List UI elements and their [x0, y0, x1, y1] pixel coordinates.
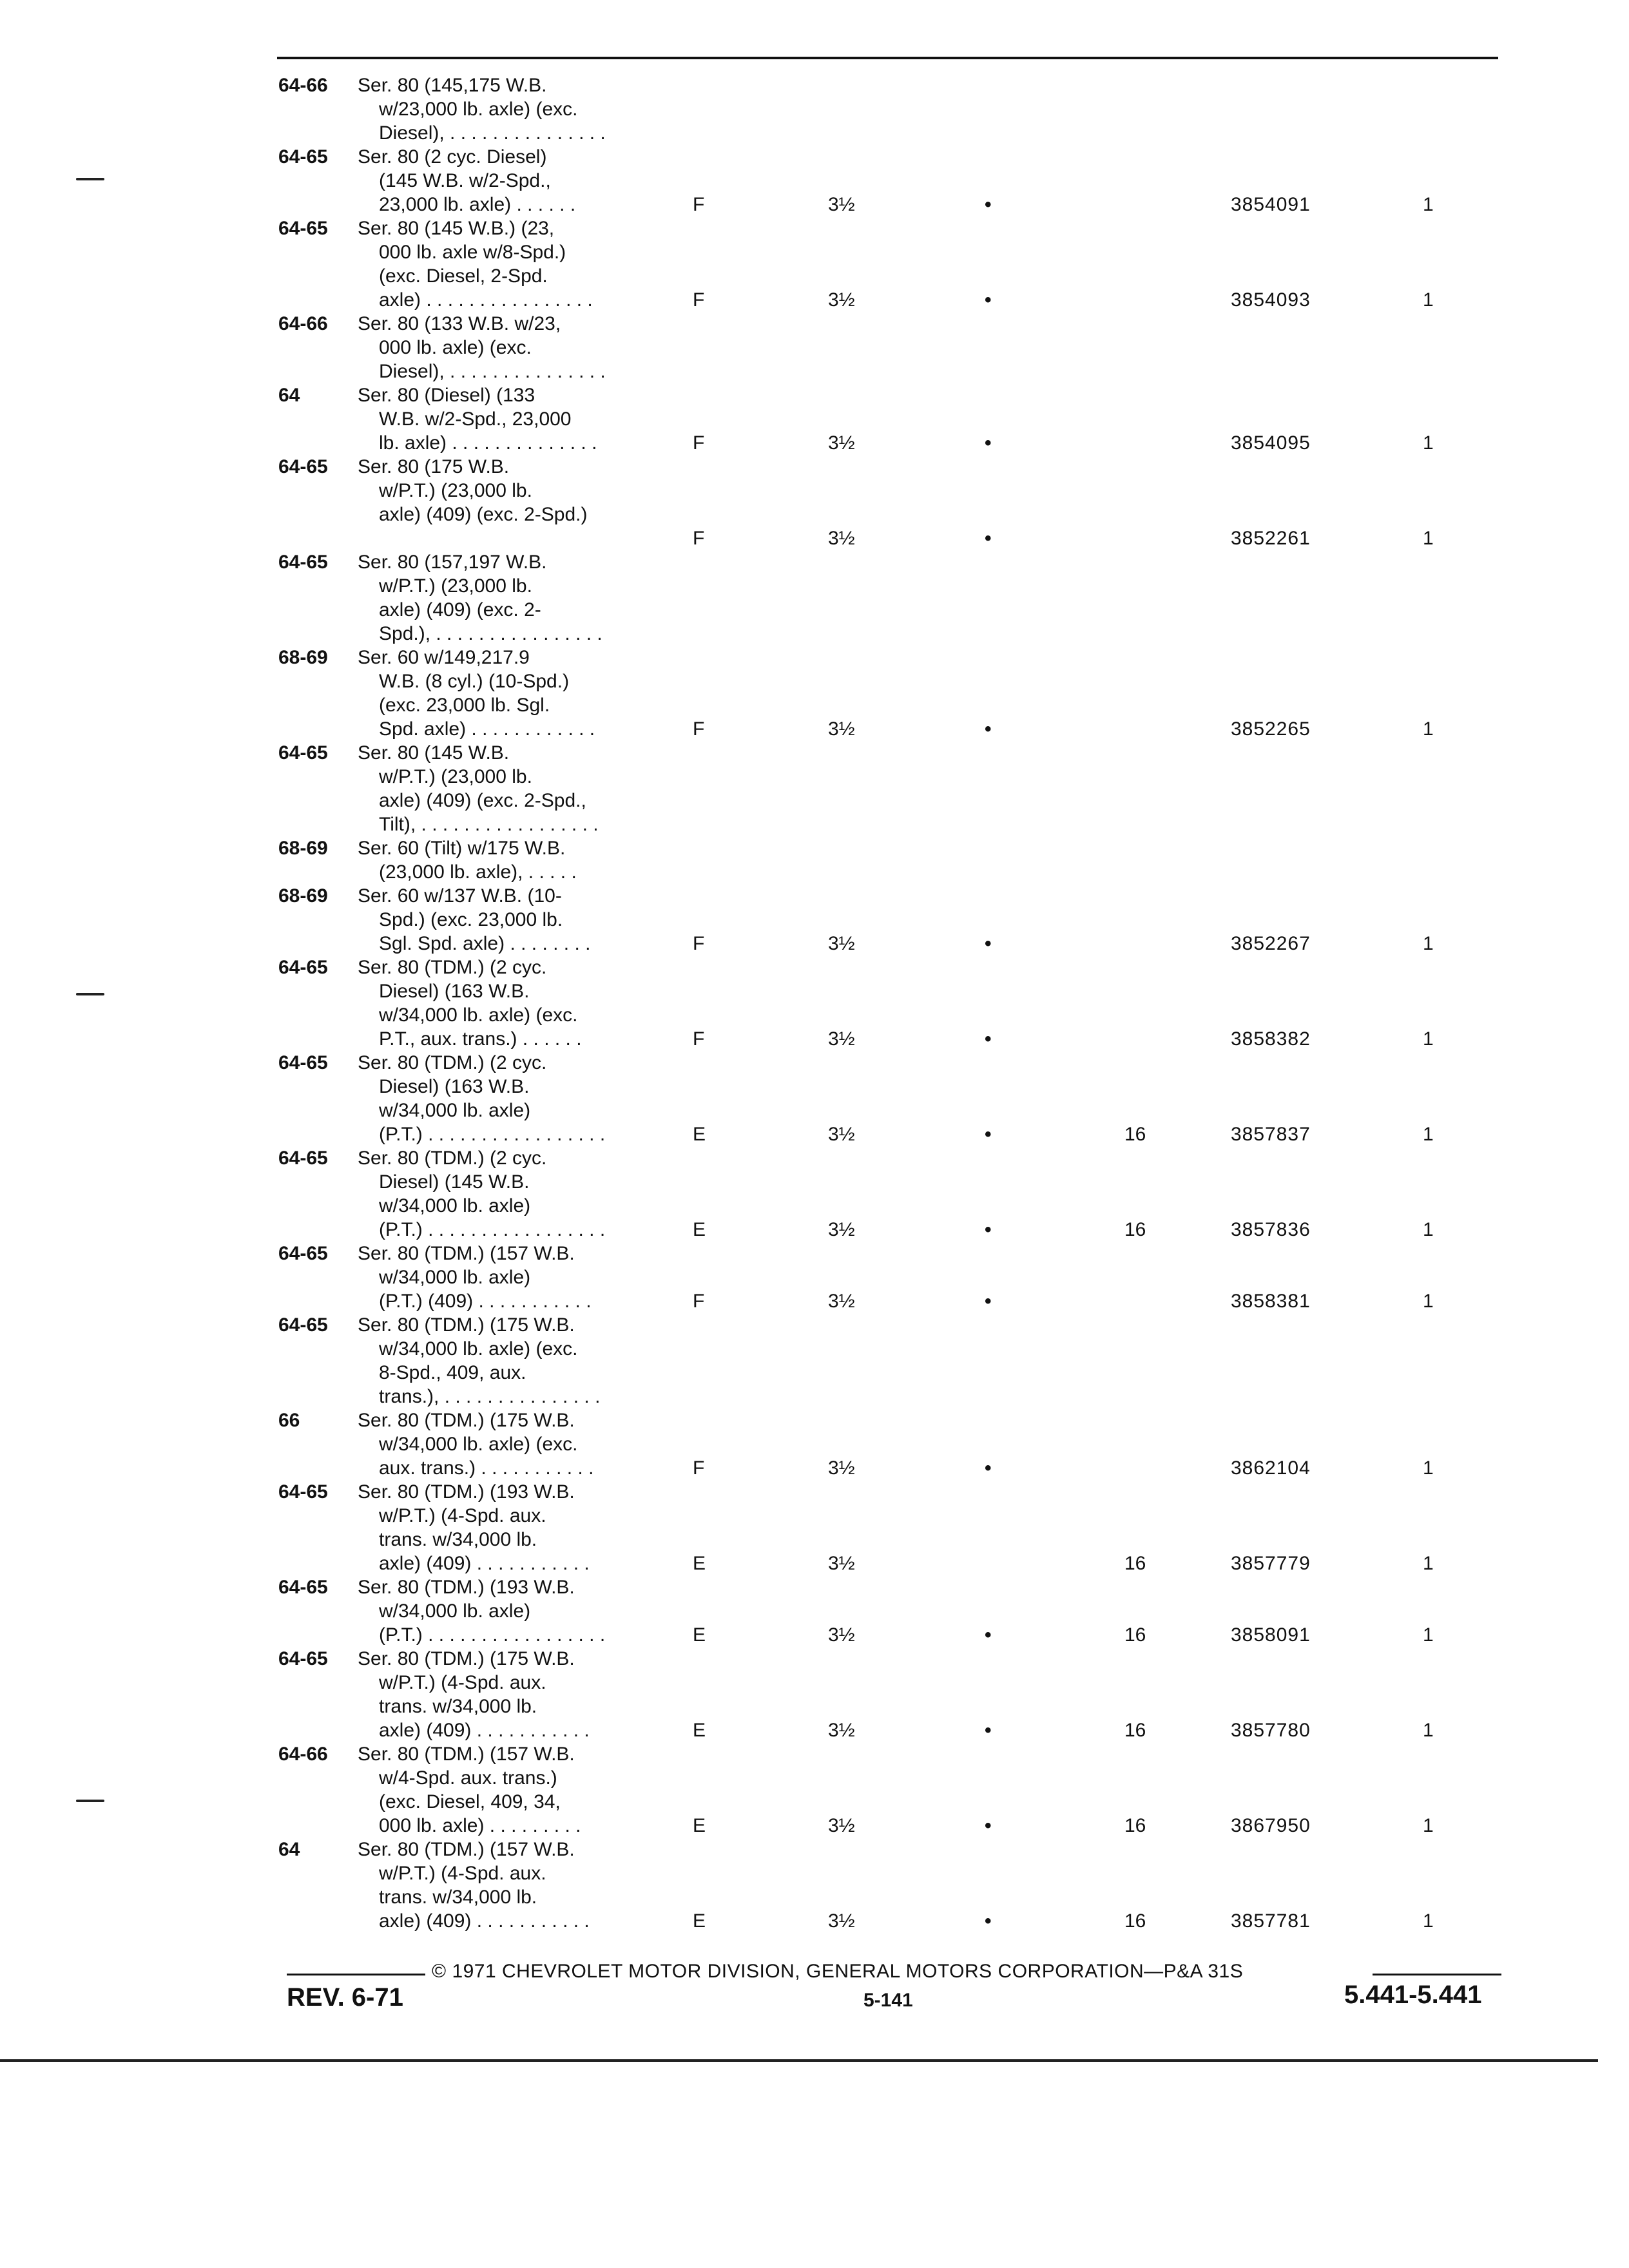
description-line: Ser. 80 (TDM.) (193 W.B.	[358, 1481, 575, 1503]
description-line: Ser. 80 (145,175 W.B.	[358, 75, 547, 96]
type-code: F	[693, 528, 705, 549]
application-description	[358, 455, 635, 550]
model-years: 64-65	[278, 1314, 328, 1336]
type-code: F	[693, 718, 705, 740]
description-line: Diesel), . . . . . . . . . . . . . . .	[379, 122, 606, 144]
description-line: Diesel) (163 W.B.	[379, 981, 530, 1002]
size-value: 3½	[828, 1291, 855, 1312]
description-line: (P.T.) (409) . . . . . . . . . . .	[379, 1291, 592, 1312]
quantity: 1	[1423, 1124, 1434, 1145]
description-line: Ser. 80 (TDM.) (2 cyc.	[358, 957, 547, 978]
description-line: Diesel) (163 W.B.	[379, 1076, 530, 1097]
description-line: Ser. 80 (157,197 W.B.	[358, 552, 547, 573]
description-line: (145 W.B. w/2-Spd.,	[379, 170, 551, 191]
application-description	[358, 646, 635, 741]
bullet-mark: •	[985, 432, 992, 454]
part-number: 3858381	[1231, 1291, 1311, 1312]
application-description	[358, 1051, 635, 1146]
top-rule	[277, 57, 1498, 59]
size-value: 3½	[828, 1553, 855, 1574]
description-line: Ser. 80 (TDM.) (157 W.B.	[358, 1744, 575, 1765]
bullet-mark: •	[985, 933, 992, 954]
quantity: 1	[1423, 289, 1434, 311]
quantity-number: 16	[1124, 1124, 1146, 1145]
bullet-mark: •	[985, 289, 992, 311]
description-line: (P.T.) . . . . . . . . . . . . . . . . .	[379, 1624, 606, 1646]
model-years: 64-66	[278, 1744, 328, 1765]
quantity: 1	[1423, 1815, 1434, 1836]
bottom-rule	[0, 2059, 1598, 2062]
description-line: (exc. 23,000 lb. Sgl.	[379, 695, 550, 716]
model-years: 64	[278, 1839, 300, 1860]
type-code: F	[693, 1028, 705, 1050]
application-description	[358, 312, 635, 383]
bullet-mark: •	[985, 1457, 992, 1479]
description-line: Spd.) (exc. 23,000 lb.	[379, 909, 563, 930]
description-line: w/34,000 lb. axle) (exc.	[379, 1434, 578, 1455]
model-years: 68-69	[278, 838, 328, 859]
description-line: Ser. 60 w/149,217.9	[358, 647, 530, 668]
type-code: E	[693, 1815, 706, 1836]
description-line: axle) (409) . . . . . . . . . . .	[379, 1720, 590, 1741]
quantity-number: 16	[1124, 1553, 1146, 1574]
quantity: 1	[1423, 432, 1434, 454]
application-description	[358, 1313, 635, 1408]
description-line: axle) (409) . . . . . . . . . . .	[379, 1910, 590, 1932]
part-number: 3852267	[1231, 933, 1311, 954]
size-value: 3½	[828, 289, 855, 311]
description-line: Ser. 80 (TDM.) (157 W.B.	[358, 1839, 575, 1860]
description-line: (P.T.) . . . . . . . . . . . . . . . . .	[379, 1219, 606, 1240]
description-line: Tilt), . . . . . . . . . . . . . . . . .	[379, 814, 599, 835]
model-years: 64	[278, 385, 300, 406]
description-line: Ser. 80 (TDM.) (193 W.B.	[358, 1577, 575, 1598]
application-description	[358, 1838, 635, 1933]
type-code: F	[693, 1457, 705, 1479]
quantity: 1	[1423, 1910, 1434, 1932]
description-line: (23,000 lb. axle), . . . . .	[379, 861, 577, 883]
description-line	[358, 526, 635, 550]
type-code: F	[693, 933, 705, 954]
footer-copyright: © 1971 CHEVROLET MOTOR DIVISION, GENERAL MOTORS CORPORATION—P&A 31S	[432, 1961, 1244, 1982]
model-years: 64-65	[278, 146, 328, 168]
part-number: 3858382	[1231, 1028, 1311, 1050]
margin-mark	[76, 178, 104, 180]
application-description	[358, 741, 635, 836]
description-line: Sgl. Spd. axle) . . . . . . . .	[379, 933, 591, 954]
part-number: 3854091	[1231, 194, 1311, 215]
part-number: 3862104	[1231, 1457, 1311, 1479]
part-number: 3857779	[1231, 1553, 1311, 1574]
description-line: w/23,000 lb. axle) (exc.	[379, 99, 578, 120]
part-number: 3858091	[1231, 1624, 1311, 1646]
description-line: 000 lb. axle) . . . . . . . . .	[379, 1815, 581, 1836]
description-line: Ser. 80 (TDM.) (2 cyc.	[358, 1052, 547, 1073]
size-value: 3½	[828, 528, 855, 549]
application-description	[358, 1242, 635, 1313]
description-line: Ser. 80 (TDM.) (175 W.B.	[358, 1648, 575, 1669]
type-code: F	[693, 432, 705, 454]
part-number: 3857836	[1231, 1219, 1311, 1240]
model-years: 64-65	[278, 957, 328, 978]
bullet-mark: •	[985, 1720, 992, 1741]
part-number: 3857837	[1231, 1124, 1311, 1145]
quantity: 1	[1423, 1553, 1434, 1574]
quantity: 1	[1423, 528, 1434, 549]
quantity-number: 16	[1124, 1720, 1146, 1741]
description-line: Ser. 80 (TDM.) (175 W.B.	[358, 1314, 575, 1336]
size-value: 3½	[828, 1124, 855, 1145]
model-years: 64-65	[278, 1052, 328, 1073]
page-number: 5-141	[863, 1990, 913, 2011]
description-line: w/34,000 lb. axle) (exc.	[379, 1338, 578, 1360]
description-line: w/P.T.) (23,000 lb.	[379, 575, 532, 597]
description-line: trans. w/34,000 lb.	[379, 1529, 537, 1550]
model-years: 68-69	[278, 885, 328, 907]
model-years: 64-65	[278, 552, 328, 573]
part-number: 3852265	[1231, 718, 1311, 740]
description-line: Ser. 80 (TDM.) (175 W.B.	[358, 1410, 575, 1431]
description-line: trans.), . . . . . . . . . . . . . . .	[379, 1386, 601, 1407]
size-value: 3½	[828, 933, 855, 954]
footer-rule-left	[287, 1974, 425, 1975]
description-line: w/P.T.) (23,000 lb.	[379, 480, 532, 501]
description-line: 000 lb. axle w/8-Spd.)	[379, 242, 566, 263]
part-number: 3854095	[1231, 432, 1311, 454]
footer-rule-right	[1373, 1974, 1501, 1975]
description-line: w/P.T.) (4-Spd. aux.	[379, 1863, 546, 1884]
type-code: F	[693, 194, 705, 215]
description-line: W.B. (8 cyl.) (10-Spd.)	[379, 671, 570, 692]
description-line: Ser. 60 w/137 W.B. (10-	[358, 885, 562, 907]
description-line: Ser. 80 (133 W.B. w/23,	[358, 313, 561, 334]
description-line: axle) . . . . . . . . . . . . . . . .	[379, 289, 593, 311]
description-line: Ser. 80 (Diesel) (133	[358, 385, 535, 406]
application-description	[358, 1647, 635, 1742]
part-number: 3852261	[1231, 528, 1311, 549]
size-value: 3½	[828, 718, 855, 740]
quantity: 1	[1423, 718, 1434, 740]
quantity: 1	[1423, 1219, 1434, 1240]
application-description	[358, 145, 635, 216]
description-line: Spd. axle) . . . . . . . . . . . .	[379, 718, 595, 740]
bullet-mark: •	[985, 1910, 992, 1932]
type-code: E	[693, 1720, 706, 1741]
section-reference: 5.441-5.441	[1344, 1981, 1482, 2009]
description-line: w/P.T.) (4-Spd. aux.	[379, 1505, 546, 1526]
bullet-mark: •	[985, 1219, 992, 1240]
type-code: E	[693, 1624, 706, 1646]
type-code: E	[693, 1553, 706, 1574]
bullet-mark: •	[985, 1815, 992, 1836]
quantity: 1	[1423, 1028, 1434, 1050]
description-line: Diesel) (145 W.B.	[379, 1171, 530, 1193]
application-description	[358, 216, 635, 312]
description-line: 8-Spd., 409, aux.	[379, 1362, 526, 1383]
quantity-number: 16	[1124, 1624, 1146, 1646]
description-line: 23,000 lb. axle) . . . . . .	[379, 194, 576, 215]
description-line: P.T., aux. trans.) . . . . . .	[379, 1028, 582, 1050]
description-line: w/34,000 lb. axle)	[379, 1267, 531, 1288]
description-line: (exc. Diesel, 2-Spd.	[379, 265, 548, 287]
bullet-mark: •	[985, 1624, 992, 1646]
part-number: 3857780	[1231, 1720, 1311, 1741]
size-value: 3½	[828, 1815, 855, 1836]
part-number: 3867950	[1231, 1815, 1311, 1836]
size-value: 3½	[828, 1910, 855, 1932]
description-line: Ser. 80 (TDM.) (157 W.B.	[358, 1243, 575, 1264]
quantity-number: 16	[1124, 1815, 1146, 1836]
model-years: 64-65	[278, 456, 328, 477]
part-number: 3854093	[1231, 289, 1311, 311]
application-description	[358, 884, 635, 956]
description-line: w/34,000 lb. axle)	[379, 1600, 531, 1622]
application-description	[358, 1575, 635, 1647]
size-value: 3½	[828, 1219, 855, 1240]
description-line: axle) (409) . . . . . . . . . . .	[379, 1553, 590, 1574]
description-line: axle) (409) (exc. 2-Spd.)	[379, 504, 588, 525]
margin-mark	[76, 993, 104, 995]
description-line: W.B. w/2-Spd., 23,000	[379, 408, 572, 430]
description-line: w/34,000 lb. axle) (exc.	[379, 1004, 578, 1026]
description-line: trans. w/34,000 lb.	[379, 1887, 537, 1908]
application-description	[358, 73, 635, 145]
model-years: 66	[278, 1410, 300, 1431]
description-line: Ser. 80 (2 cyc. Diesel)	[358, 146, 547, 168]
revision-label: REV. 6-71	[287, 1983, 403, 2012]
description-line: aux. trans.) . . . . . . . . . . .	[379, 1457, 594, 1479]
description-line: Ser. 80 (145 W.B.) (23,	[358, 218, 555, 239]
description-line: w/4-Spd. aux. trans.)	[379, 1767, 557, 1789]
model-years: 64-65	[278, 1648, 328, 1669]
bullet-mark: •	[985, 1028, 992, 1050]
description-line: w/P.T.) (4-Spd. aux.	[379, 1672, 546, 1693]
size-value: 3½	[828, 194, 855, 215]
size-value: 3½	[828, 1457, 855, 1479]
description-line: (P.T.) . . . . . . . . . . . . . . . . .	[379, 1124, 606, 1145]
application-description	[358, 836, 635, 884]
type-code: F	[693, 289, 705, 311]
bullet-mark: •	[985, 1124, 992, 1145]
size-value: 3½	[828, 1720, 855, 1741]
application-description	[358, 383, 635, 455]
type-code: F	[693, 1291, 705, 1312]
model-years: 64-65	[278, 1577, 328, 1598]
description-line: Diesel), . . . . . . . . . . . . . . .	[379, 361, 606, 382]
quantity: 1	[1423, 194, 1434, 215]
type-code: E	[693, 1219, 706, 1240]
bullet-mark: •	[985, 718, 992, 740]
description-line: 000 lb. axle) (exc.	[379, 337, 532, 358]
size-value: 3½	[828, 432, 855, 454]
quantity-number: 16	[1124, 1219, 1146, 1240]
part-number: 3857781	[1231, 1910, 1311, 1932]
quantity: 1	[1423, 1291, 1434, 1312]
bullet-mark: •	[985, 528, 992, 549]
description-line: lb. axle) . . . . . . . . . . . . . .	[379, 432, 597, 454]
model-years: 64-66	[278, 313, 328, 334]
description-line: Ser. 80 (145 W.B.	[358, 742, 510, 764]
size-value: 3½	[828, 1028, 855, 1050]
type-code: E	[693, 1910, 706, 1932]
description-line: w/34,000 lb. axle)	[379, 1100, 531, 1121]
description-line: Ser. 60 (Tilt) w/175 W.B.	[358, 838, 566, 859]
model-years: 64-66	[278, 75, 328, 96]
model-years: 64-65	[278, 1481, 328, 1503]
quantity: 1	[1423, 933, 1434, 954]
application-description	[358, 1408, 635, 1480]
model-years: 64-65	[278, 742, 328, 764]
description-line: Spd.), . . . . . . . . . . . . . . . .	[379, 623, 602, 644]
bullet-mark: •	[985, 194, 992, 215]
quantity: 1	[1423, 1720, 1434, 1741]
bullet-mark: •	[985, 1291, 992, 1312]
description-line: (exc. Diesel, 409, 34,	[379, 1791, 561, 1812]
description-line: w/P.T.) (23,000 lb.	[379, 766, 532, 787]
description-line: w/34,000 lb. axle)	[379, 1195, 531, 1216]
application-description	[358, 1146, 635, 1242]
model-years: 64-65	[278, 218, 328, 239]
model-years: 64-65	[278, 1243, 328, 1264]
quantity: 1	[1423, 1457, 1434, 1479]
type-code: E	[693, 1124, 706, 1145]
application-description	[358, 550, 635, 646]
quantity-number: 16	[1124, 1910, 1146, 1932]
description-line: Ser. 80 (TDM.) (2 cyc.	[358, 1148, 547, 1169]
description-line: trans. w/34,000 lb.	[379, 1696, 537, 1717]
application-description	[358, 1480, 635, 1575]
margin-mark	[76, 1800, 104, 1802]
size-value: 3½	[828, 1624, 855, 1646]
description-line: axle) (409) (exc. 2-Spd.,	[379, 790, 586, 811]
application-description	[358, 956, 635, 1051]
description-line: axle) (409) (exc. 2-	[379, 599, 541, 620]
application-description	[358, 1742, 635, 1838]
model-years: 64-65	[278, 1148, 328, 1169]
model-years: 68-69	[278, 647, 328, 668]
quantity: 1	[1423, 1624, 1434, 1646]
description-line: Ser. 80 (175 W.B.	[358, 456, 510, 477]
